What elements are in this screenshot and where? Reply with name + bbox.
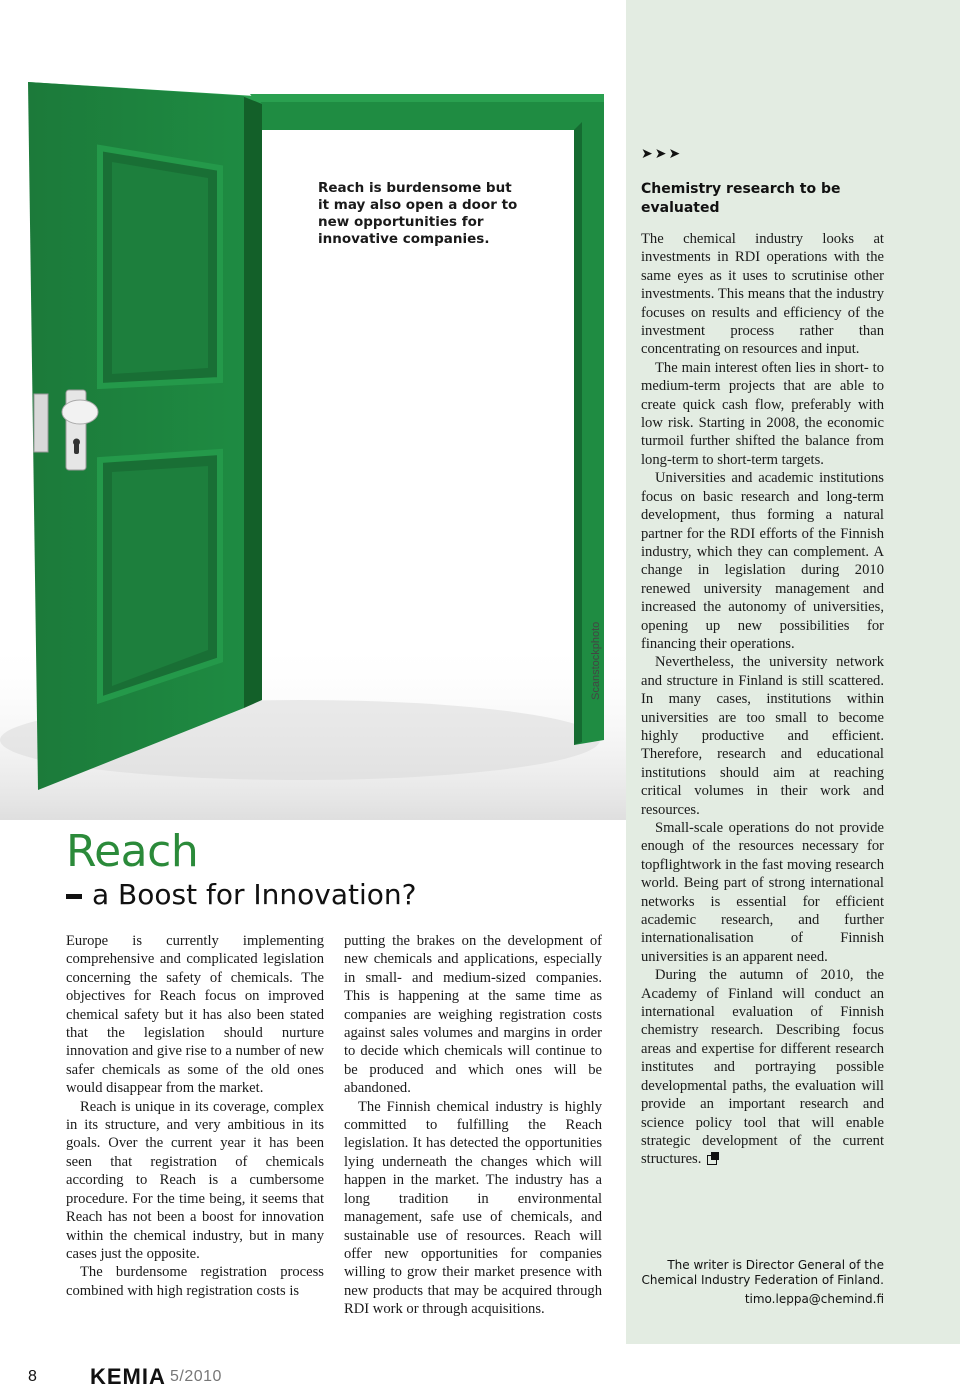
subheadline-text: a Boost for Innovation? <box>92 878 417 911</box>
paragraph: The Finnish chemical industry is highly committed to fulfilling the Reach legislation. It has detected the opportunities lying underneath the changes which will happen in the market. The industry has a long tradition in environmental management, safe use of chemicals, and sustainable use of resources. Reach will offer new opportunities for companies willing to grow their market presence with new products that may be acquired through RDI work or through acquisitions. <box>344 1098 602 1318</box>
end-mark-icon <box>707 1155 717 1165</box>
article-column-2 <box>344 932 602 1319</box>
paragraph: Universities and academic institutions focus on basic research and long-term development, thus forming a natural partner for the RDI efforts of the Finnish industry, which they can complement. A change in legislation during 2010 renewed university management and increased the autonomy of universities, opening up new possibilities for financing their operations. <box>641 470 884 652</box>
dash-mark <box>66 894 82 899</box>
article-subheadline <box>66 878 417 911</box>
door-photo <box>0 0 626 820</box>
paragraph: The main interest often lies in short- to medium-term projects that are able to create quick cash flow, preferably with low risk. Starting in 2008, the economic turmoil further shifted the balance from long-term to short-term targets. <box>641 359 884 468</box>
sidebar-column <box>641 230 884 1169</box>
paragraph-last <box>641 966 884 1168</box>
paragraph: The burdensome registration process combined with high registration costs is <box>66 1264 324 1299</box>
page-footer <box>0 1366 960 1388</box>
paragraph-text: During the autumn of 2010, the Academy of Finland will conduct an international evaluation of Finnish chemistry research. Describing focus areas and expertise for different research institutes and portraying possible developmental paths, the evaluation will provide an important research and science policy tool that will enable strategic development of the current structures. <box>641 967 884 1168</box>
paragraph: Reach is unique in its coverage, complex in its structure, and very ambitious in its goals. Over the current year it has been seen that registration of chemicals according to Reach is a cumbersome procedure. For the time being, it seems that Reach has not been a boost for innovation within the chemical industry, but in many cases just the opposite. <box>66 1098 324 1262</box>
green-door-illustration <box>0 0 626 820</box>
sidebar-title: Chemistry research to be evaluated <box>641 181 841 216</box>
article-column-1 <box>66 932 324 1300</box>
author-email: timo.leppa@chemind.fi <box>744 1292 884 1306</box>
magazine-logo: KEMIA <box>90 1364 166 1389</box>
author-bio: The writer is Director General of the Chemical Industry Federation of Finland. <box>641 1258 884 1287</box>
article-headline: Reach <box>66 826 199 877</box>
paragraph: Nevertheless, the university network and structure in Finland is still scattered. In many cases, institutions within universities are too small to become highly productive and efficient. Therefore, research and educational institutions should aim at reaching critical volumes in their work and resources. <box>641 654 884 818</box>
arrow-icon: ➤➤➤ <box>641 146 683 162</box>
paragraph: The chemical industry looks at investments in RDI operations with the same eyes as it uses to scrutinise other investments. This means that the industry focuses on results and efficiency of the investment process rather than concentrating on resources and input. <box>641 231 884 358</box>
paragraph: Small-scale operations do not provide enough of the resources necessary for topflightwork in the fast moving research world. Being part of strong international networks is essential for efficient academic research, and further internationalisation of Finnish universities is an apparent need. <box>641 820 884 965</box>
photo-caption: Reach is burdensome but it may also open a door to new opportunities for innovative companies. <box>318 180 518 247</box>
paragraph: putting the brakes on the development of new chemicals and applications, especially in small- and medium-sized companies. This is happening at the same time as companies are weighing registration costs against sales volumes and margins in order to decide which chemicals will continue to be produced and which ones will be abandoned. <box>344 933 602 1097</box>
author-note <box>641 1258 884 1307</box>
photo-credit: Scanstockphoto <box>590 621 602 700</box>
issue-number: 5/2010 <box>170 1368 222 1385</box>
paragraph: Europe is currently implementing comprehensive and complicated legislation concerning the safety of chemicals. The objectives for Reach focus on improved chemical safety but it has also been stated that the legislation should nurture innovation and give rise to a number of new safer chemicals as some of the old ones would disappear from the market. <box>66 933 324 1097</box>
page-number: 8 <box>28 1368 37 1385</box>
